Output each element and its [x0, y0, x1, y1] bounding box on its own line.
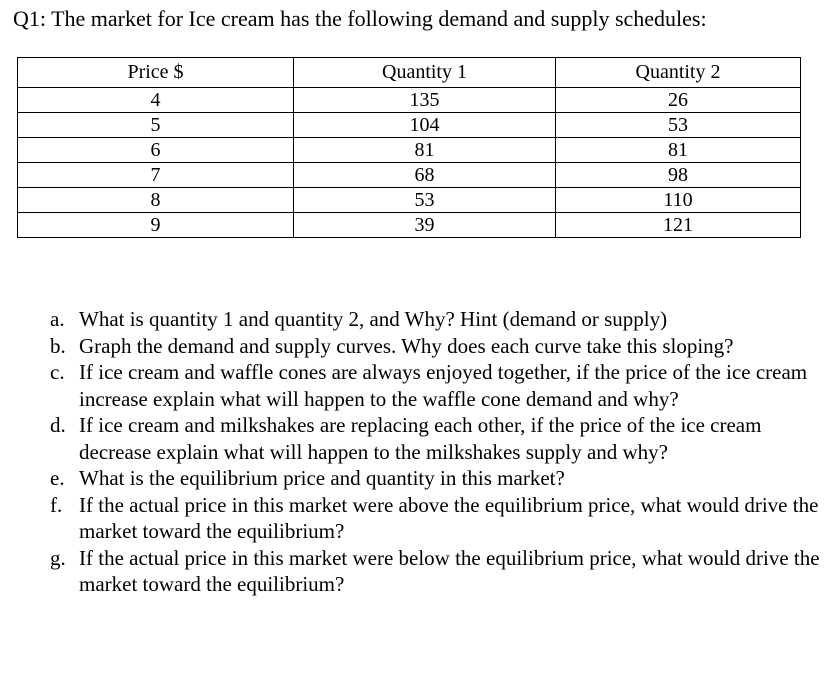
cell-quantity-1: 104 — [294, 113, 556, 138]
list-marker: a. — [50, 307, 65, 331]
list-marker: c. — [50, 360, 65, 384]
table-row — [18, 188, 801, 213]
cell-quantity-2: 26 — [556, 88, 801, 113]
list-item — [0, 333, 820, 360]
cell-quantity-1: 53 — [294, 188, 556, 213]
table-row — [18, 213, 801, 238]
list-marker: f. — [50, 492, 63, 517]
list-item — [0, 545, 820, 598]
list-marker: d. — [50, 413, 66, 437]
list-item — [0, 492, 820, 545]
question-text: If ice cream and milkshakes are replacing each other, if the price of the ice cream decrease explain what will happen to the milkshakes supply and why? — [79, 413, 762, 464]
list-item — [0, 359, 820, 412]
header-quantity-2: Quantity 2 — [556, 58, 801, 88]
list-marker: g. — [50, 545, 66, 570]
question-text: If the actual price in this market were below the equilibrium price, what would drive the market toward the equilibrium? — [79, 545, 820, 596]
cell-quantity-1: 39 — [294, 213, 556, 238]
question-text: If ice cream and waffle cones are always enjoyed together, if the price of the ice cream increase explain what will happen to the waffle cone demand and why? — [79, 360, 808, 411]
table-header-row — [18, 58, 801, 88]
table-row — [18, 113, 801, 138]
list-marker: b. — [50, 333, 66, 358]
question-text: Graph the demand and supply curves. Why does each curve take this sloping? — [79, 333, 734, 358]
cell-quantity-2: 81 — [556, 138, 801, 163]
cell-quantity-2: 98 — [556, 163, 801, 188]
list-item — [0, 465, 820, 492]
header-price: Price $ — [18, 58, 294, 88]
cell-quantity-2: 110 — [556, 188, 801, 213]
list-item — [0, 306, 820, 333]
cell-price: 8 — [18, 188, 294, 213]
question-parts-list — [0, 306, 820, 598]
cell-quantity-1: 68 — [294, 163, 556, 188]
table-row — [18, 88, 801, 113]
list-item — [0, 412, 820, 465]
cell-price: 6 — [18, 138, 294, 163]
question-text: What is quantity 1 and quantity 2, and Why? Hint (demand or supply) — [79, 307, 668, 331]
cell-quantity-1: 135 — [294, 88, 556, 113]
table-row — [18, 138, 801, 163]
cell-quantity-1: 81 — [294, 138, 556, 163]
cell-price: 4 — [18, 88, 294, 113]
cell-quantity-2: 121 — [556, 213, 801, 238]
question-text: What is the equilibrium price and quantity in this market? — [79, 466, 565, 490]
question-text: If the actual price in this market were above the equilibrium price, what would drive the market toward the equilibrium? — [79, 492, 819, 543]
question-title: Q1: The market for Ice cream has the following demand and supply schedules: — [13, 6, 707, 31]
cell-price: 5 — [18, 113, 294, 138]
cell-price: 9 — [18, 213, 294, 238]
cell-quantity-2: 53 — [556, 113, 801, 138]
demand-supply-table — [17, 57, 801, 238]
list-marker: e. — [50, 466, 65, 490]
cell-price: 7 — [18, 163, 294, 188]
header-quantity-1: Quantity 1 — [294, 58, 556, 88]
table-row — [18, 163, 801, 188]
